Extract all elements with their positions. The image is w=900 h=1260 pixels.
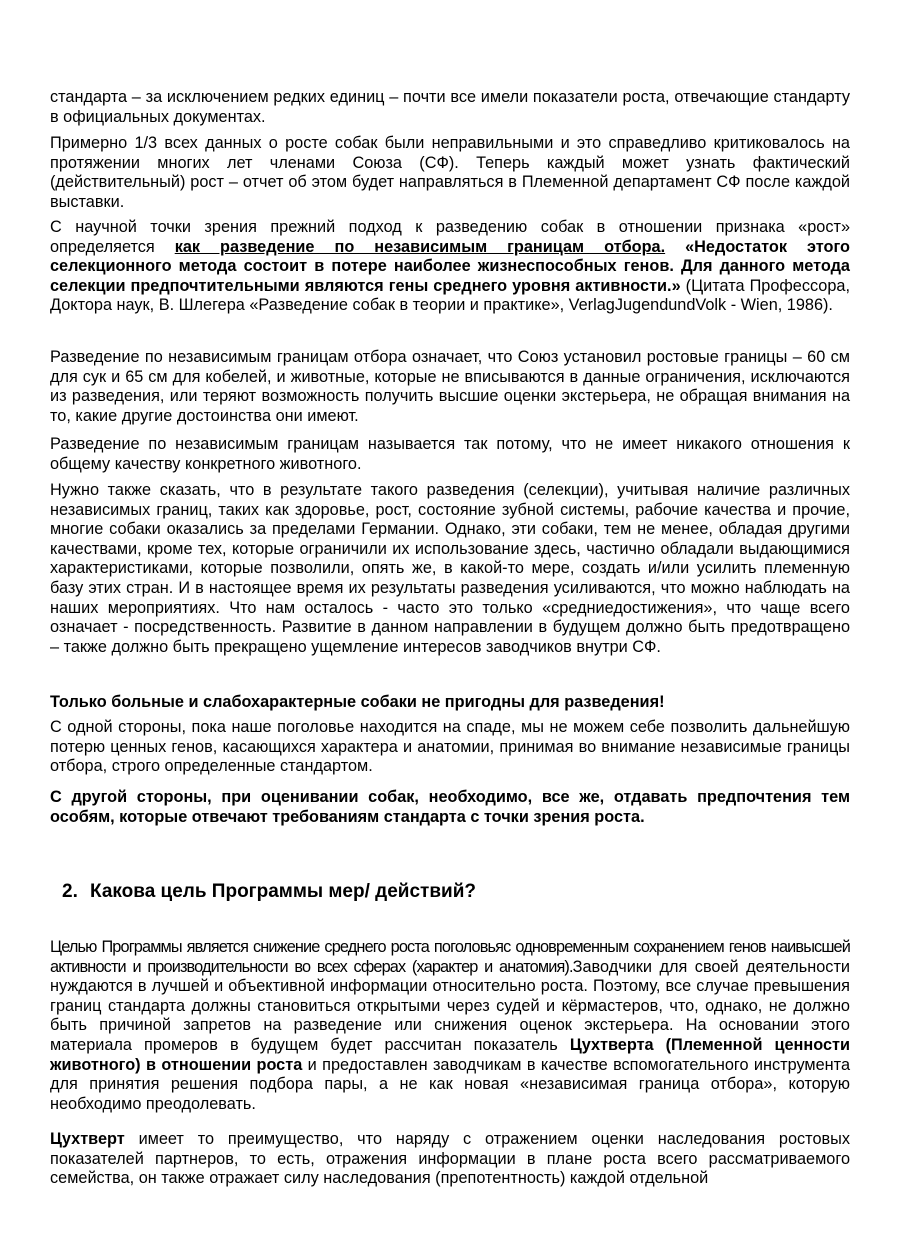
paragraph-10-condensed: Целью Программы является снижение среднего роста поголовьяс одновременным сохранением генов наивысшей активности и производительности во всех сферах (характер и анатомия).: [50, 938, 850, 976]
paragraph-2: Примерно 1/3 всех данных о росте собак были неправильными и это справедливо критиковалось на протяжении многих лет членами Союза (СФ). Теперь каждый может узнать фактический (действительный) рост – отчет об этом будет направляться в Племенной департамент СФ после каждой выставки.: [50, 134, 850, 211]
section-title: Какова цель Программы мер/ действий?: [90, 881, 476, 902]
paragraph-1: стандарта – за исключением редких единиц – почти все имели показатели роста, отвечающие стандарту в официальных документах.: [50, 88, 850, 126]
paragraph-9-bold: С другой стороны, при оценивании собак, необходимо, все же, отдавать предпочтения тем особям, которые отвечают требованиям стандарта с точки зрения роста.: [50, 788, 850, 826]
paragraph-3: [50, 218, 850, 316]
paragraph-7-bold: Только больные и слабохарактерные собаки не пригодны для разведения!: [50, 693, 665, 711]
paragraph-10-body: Заводчики для своей деятельности нуждаются в лучшей и объективной информации относительно роста. Поэтому, все случае превышения границ стандарта должны становиться открытыми через судей и кёрмастеров, что, однако, не должно быть причиной запретов на разведение или снижения оценок экстерьера. На основании этого материала промеров в будущем будет рассчитан показатель: [50, 957, 850, 1054]
paragraph-8: С одной стороны, пока наше поголовье находится на спаде, мы не можем себе позволить дальнейшую потерю ценных генов, касающихся характера и анатомии, принимая во внимание независимые границы отбора, строго определенные стандартом.: [50, 718, 850, 776]
paragraph-3-citation: (Цитата Профессора, Доктора наук, В. Шлегера «Разведение собак в теории и практике», VerlagJugendundVolk - Wien, 1986).: [50, 276, 850, 315]
paragraph-11: [50, 1130, 850, 1189]
section-heading: [62, 880, 476, 904]
paragraph-11-body: имеет то преимущество, что наряду с отражением оценки наследования ростовых показателей партнеров, то есть, отражения информации в плане роста всего рассматриваемого семейства, он также отражает силу наследования (препотентность) каждой отдельной: [50, 1130, 850, 1188]
paragraph-3-underlined-term: как разведение по независимым границам отбора.: [174, 237, 666, 256]
paragraph-6: Нужно также сказать, что в результате такого разведения (селекции), учитывая наличие различных независимых границ, таких как здоровье, рост, состояние зубной системы, рабочие качества и прочие, многие собаки оказались за пределами Германии. Однако, эти собаки, тем не менее, обладая другими качествами, кроме тех, которые ограничили их использование здесь, частично обладали выдающимися характеристиками, которые позволили, опять же, в какой-то мере, создать и/или усилить племенную базу этих стран. И в настоящее время их результаты разведения усиливаются, что можно наблюдать на наших мероприятиях. Что нам осталось - часто это только «средниедостижения», что чаще всего означает - посредственность. Развитие в данном направлении в будущем должно быть предотвращено – также должно быть прекращено ущемление интересов заводчиков внутри СФ.: [50, 481, 850, 656]
paragraph-10: [50, 938, 850, 1114]
paragraph-11-bold-term: Цухтверт: [50, 1130, 125, 1148]
paragraph-10-bold-term: Цухтверта (Племенной ценности животного) в отношении роста: [50, 1035, 850, 1074]
paragraph-10-end: и предоставлен заводчикам в качестве вспомогательного инструмента для принятия решения подбора пары, а не как новая «независимая граница отбора», которую необходимо преодолевать.: [50, 1055, 851, 1113]
paragraph-5: Разведение по независимым границам называется так потому, что не имеет никакого отношения к общему качеству конкретного животного.: [50, 435, 850, 473]
paragraph-4: Разведение по независимым границам отбора означает, что Союз установил ростовые границы – 60 см для сук и 65 см для кобелей, и животные, которые не вписываются в данные ограничения, исключаются из разведения, или теряют возможность получить высшие оценки экстерьера, не обращая внимания на то, какие другие достоинства они имеют.: [50, 348, 850, 425]
paragraph-3-intro: С научной точки зрения прежний подход к разведению собак в отношении признака «рост» определяется: [50, 218, 850, 256]
section-number: 2.: [62, 881, 78, 902]
paragraph-3-quote: «Недостаток этого селекционного метода состоит в потере наиболее жизнеспособных генов. Для данного метода селекции предпочтительными являются гены среднего уровня активности.»: [50, 237, 850, 295]
